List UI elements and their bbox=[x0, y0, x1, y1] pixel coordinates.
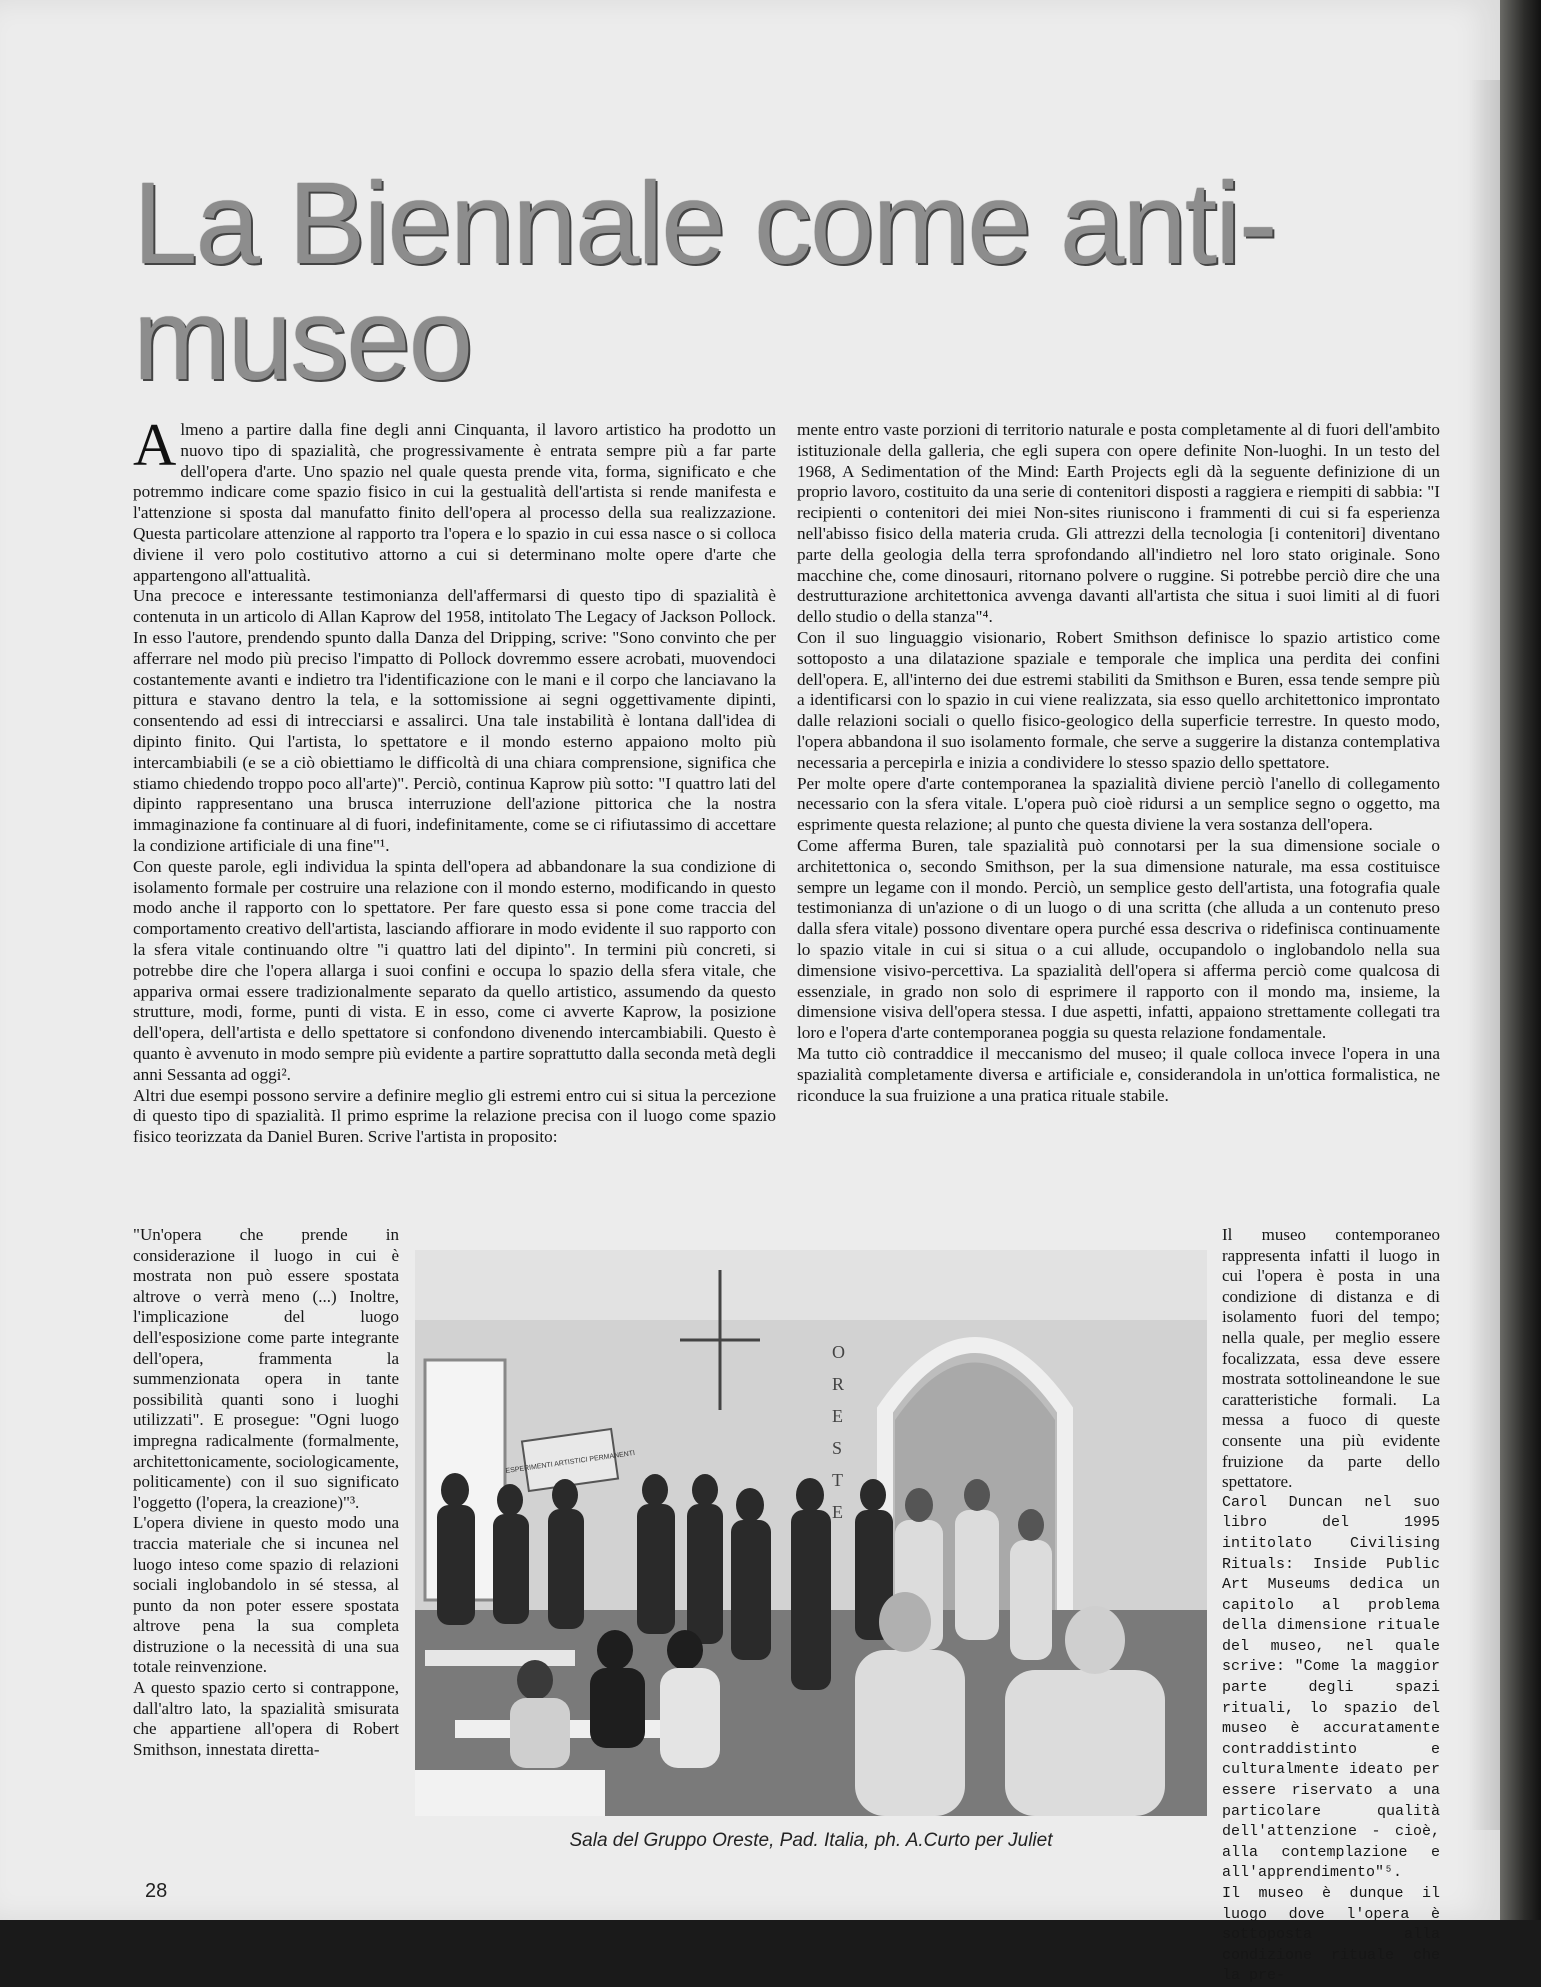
page-number: 28 bbox=[145, 1880, 168, 1902]
table bbox=[415, 1770, 605, 1816]
paragraph: Con queste parole, egli individua la spinta dell'opera ad abbandonare la sua condizione di isolamento formale per costruire una relazione con il mondo esterno, modificando in questo modo anche il rapporto con lo spettatore. Per fare questo essa si pone come traccia del comportamento creativo dell'artista, lasciando affiorare in modo evidente il suo rapporto con la sfera vitale continuando oltre "i quattro lati del dipinto". In termini più concreti, si potrebbe dire che l'opera allarga i suoi confini e occupa lo spazio della sfera vitale, che appariva ormai essere tradizionalmente separato da quello artistico, assumendo da questo strutture, modi, forme, punti di vista. E in esso, come ci avverte Kaprow, la posizione dell'opera, dell'artista e dello spettatore si confondono divenendo intercambiabili. Questo è quanto è avvenuto in modo sempre più evidente a partire soprattutto dalla seconda metà degli anni Sessanta ad oggi². bbox=[133, 856, 776, 1084]
wall-letter: T bbox=[832, 1470, 843, 1490]
paragraph: A questo spazio certo si contrappone, dall'altro lato, la spazialità smisurata che appartiene all'opera di Robert Smithson, innestata diretta- bbox=[133, 1678, 399, 1759]
left-column bbox=[133, 412, 776, 1148]
right-narrow-column bbox=[1222, 1225, 1440, 1987]
paragraph: Per molte opere d'arte contemporanea la spazialità diviene perciò l'anello di collegamento necessario con la sfera vitale. L'opera può cioè ridursi a un semplice segno o oggetto, ma esprimente questa relazione; al punto che questa diviene la vera sostanza dell'opera. bbox=[797, 773, 1440, 835]
article-title: La Biennale come anti-museo bbox=[133, 158, 1276, 404]
left-narrow-column bbox=[133, 1225, 399, 1760]
photo-illustration bbox=[415, 1250, 1207, 1816]
page-curve-shadow bbox=[1468, 80, 1500, 1830]
wall-letter: S bbox=[832, 1438, 843, 1458]
paragraph: Con il suo linguaggio visionario, Robert Smithson definisce lo spazio artistico come sottoposto a una dilatazione spaziale e temporale che implica una perdita dei confini dell'opera. E, all'interno dei due estremi stabiliti da Smithson e Buren, essa tende sempre più a identificarsi con lo spazio in cui viene realizzata, sia esso quello architettonico improntato dalle relazioni sociali o quello fisico-geologico della superficie terrestre. In questo modo, l'opera abbandona il suo isolamento formale, che serve a suggerire la distanza contemplativa necessaria a percepirla e inizia a condividere lo stesso spazio dello spettatore. bbox=[797, 627, 1440, 772]
paragraph: Altri due esempi possono servire a definire meglio gli estremi entro cui si situa la percezione di questo tipo di spazialità. Il primo esprime la relazione precisa con il luogo come spazio fisico teorizzata da Daniel Buren. Scrive l'artista in proposito: bbox=[133, 1085, 776, 1147]
paragraph: Come afferma Buren, tale spazialità può connotarsi per la sua dimensione sociale o architettonica o, secondo Smithson, per la sua dimensione naturale, ma essa costituisce sempre un legame con il mondo. Perciò, un semplice gesto dell'artista, una fotografia quale testimonianza di un'azione o di un luogo o di una scritta (che alluda a un contenuto preso dalla sfera vitale) possono diventare opera purché essa descriva o ridefinisca continuamente lo spazio vitale in cui si situa o a cui allude, occupandolo o inglobandolo nella sua dimensione visivo-percettiva. La spazialità dell'opera si afferma perciò come qualcosa di essenziale, in grado non solo di esprimere il rapporto con il mondo ma, insieme, la dimensione visiva dell'opera stessa. I due aspetti, infatti, appaiono strettamente collegati tra loro e l'opera d'arte contemporanea poggia su questa relazione fondamentale. bbox=[797, 835, 1440, 1043]
paragraph: Ma tutto ciò contraddice il meccanismo del museo; il quale colloca invece l'opera in una spazialità completamente diversa e artificiale e, considerandola in un'ottica formalistica, ne riconduce la sua fruizione a una pratica rituale stabile. bbox=[797, 1043, 1440, 1105]
wall-letter: E bbox=[832, 1406, 843, 1426]
photo-caption: Sala del Gruppo Oreste, Pad. Italia, ph. A.Curto per Juliet bbox=[569, 1830, 1053, 1851]
banner-text: ESPERIMENTI ARTISTICI PERMANENTI bbox=[505, 1449, 636, 1476]
exhibition-photo bbox=[415, 1250, 1207, 1816]
right-column bbox=[797, 420, 1440, 1106]
paragraph: lmeno a partire dalla fine degli anni Cinquanta, il lavoro artistico ha prodotto un nuovo tipo di spazialità, che progressivamente è entrata sempre più a far parte dell'opera d'arte. Uno spazio nel quale questa prende vita, forma, significato e che potremmo indicare come spazio fisico in cui la gestualità dell'artista si rende manifesta e l'attenzione si sposta dal manufatto finito dell'opera al processo della sua realizzazione. Questa particolare attenzione al rapporto tra l'opera e lo spazio in cui essa nasce o si colloca diviene il vero polo costitutivo attorno a cui si determinano molte opere d'arte che appartengono all'attualità. bbox=[133, 420, 776, 585]
paragraph: L'opera diviene in questo modo una traccia materiale che si incunea nel luogo inteso come spazio di relazioni sociali inglobandolo in sé stessa, al punto da non poter essere spostata altrove pena la sua completa distruzione o la necessità di una sua totale reinvenzione. bbox=[133, 1513, 399, 1677]
wall-letter: O bbox=[832, 1342, 845, 1362]
paragraph: Una precoce e interessante testimonianza dell'affermarsi di questo tipo di spazialità è contenuta in un articolo di Allan Kaprow del 1958, intitolato The Legacy of Jackson Pollock. In esso l'autore, prendendo spunto dalla Danza del Dripping, scrive: "Sono convinto che per afferrare nel modo più preciso l'impatto di Pollock dovremmo essere acrobati, muovendoci costantemente avanti e indietro tra l'identificazione con le mani e il corpo che lanciavano la pittura e stavano dentro la tela, e la sottomissione ai segni oggettivamente dipinti, consentendo ad essi di intrecciarsi e assalirci. Una tale instabilità è lontana dall'idea di dipinto finito. Qui l'artista, lo spettatore e il mondo esterno appaiono molto più intercambiabili (e se a ciò obiettiamo le difficoltà di una chiara comprensione, significa che stiamo chiedendo troppo poco all'arte)". Perciò, continua Kaprow più sotto: "I quattro lati del dipinto rappresentano una brusca interruzione dell'azione pittorica che la nostra immaginazione fa continuare al di fuori, indefinitamente, come se ci rifiutassimo di accettare la condizione artificiale di una fine"¹. bbox=[133, 586, 776, 855]
book-spine-edge bbox=[1500, 0, 1541, 1920]
paragraph: Il museo è dunque il luogo dove l'opera è sottoposta alla condizione rituale che la pre- bbox=[1222, 1885, 1440, 1985]
paragraph: "Un'opera che prende in considerazione il luogo in cui è mostrata non può essere spostata altrove o verrà meno (...) Inoltre, l'implicazione del luogo dell'esposizione come parte integrante dell'opera, frammenta la summenzionata opera in tante possibilità quanti sono i luoghi utilizzati". E prosegue: "Ogni luogo impregna radicalmente (formalmente, architettonicamente, sociologicamente, politicamente) con il suo significato l'oggetto (l'opera, la creazione)"³. bbox=[133, 1225, 399, 1512]
paragraph: mente entro vaste porzioni di territorio naturale e posta completamente al di fuori dell'ambito istituzionale della galleria, che egli supera con opere definite Non-luoghi. In un testo del 1968, A Sedimentation of the Mind: Earth Projects egli dà la seguente definizione di un proprio lavoro, costituito da una serie di contenitori disposti a raggiera e riempiti di sabbia: "I recipienti o contenitori dei miei Non-sites riuniscono i frammenti di cui si fa esperienza nell'abisso fisico della materia cruda. Gli attrezzi della tecnologia [i contenitori] diventano parte della geologia della terra sprofondando all'indietro nel loro stato originale. Sono macchine che, come dinosauri, ritornano polvere o ruggine. Si potrebbe perciò dire che una destrutturazione architettonica avvenga davanti all'artista che situa i suoi limiti al di fuori dello studio o della stanza"⁴. bbox=[797, 420, 1440, 627]
ceiling bbox=[415, 1250, 1207, 1320]
wall-letter: R bbox=[832, 1374, 845, 1394]
paragraph: Il museo contemporaneo rappresenta infatti il luogo in cui l'opera è posta in una condizione di distanza e di isolamento fuori del tempo; nella quale, per meglio essere focalizzata, essa deve essere mostrata sottolineandone le sue caratteristiche formali. La messa a fuoco di queste consente una più evidente fruizione da parte dello spettatore. bbox=[1222, 1225, 1440, 1492]
paragraph: Carol Duncan nel suo libro del 1995 intitolato Civilising Rituals: Inside Public Art Museums dedica un capitolo al problema della dimensione rituale del museo, nel quale scrive: "Come la maggior parte degli spazi rituali, lo spazio del museo è accuratamente contraddistinto e culturalmente ideato per essere riservato a una particolare qualità dell'attenzione - cioè, alla contemplazione e all'apprendimento"⁵. bbox=[1222, 1493, 1440, 1882]
drop-cap: A bbox=[133, 412, 177, 478]
wall-letter: E bbox=[832, 1502, 843, 1522]
table bbox=[425, 1650, 575, 1666]
